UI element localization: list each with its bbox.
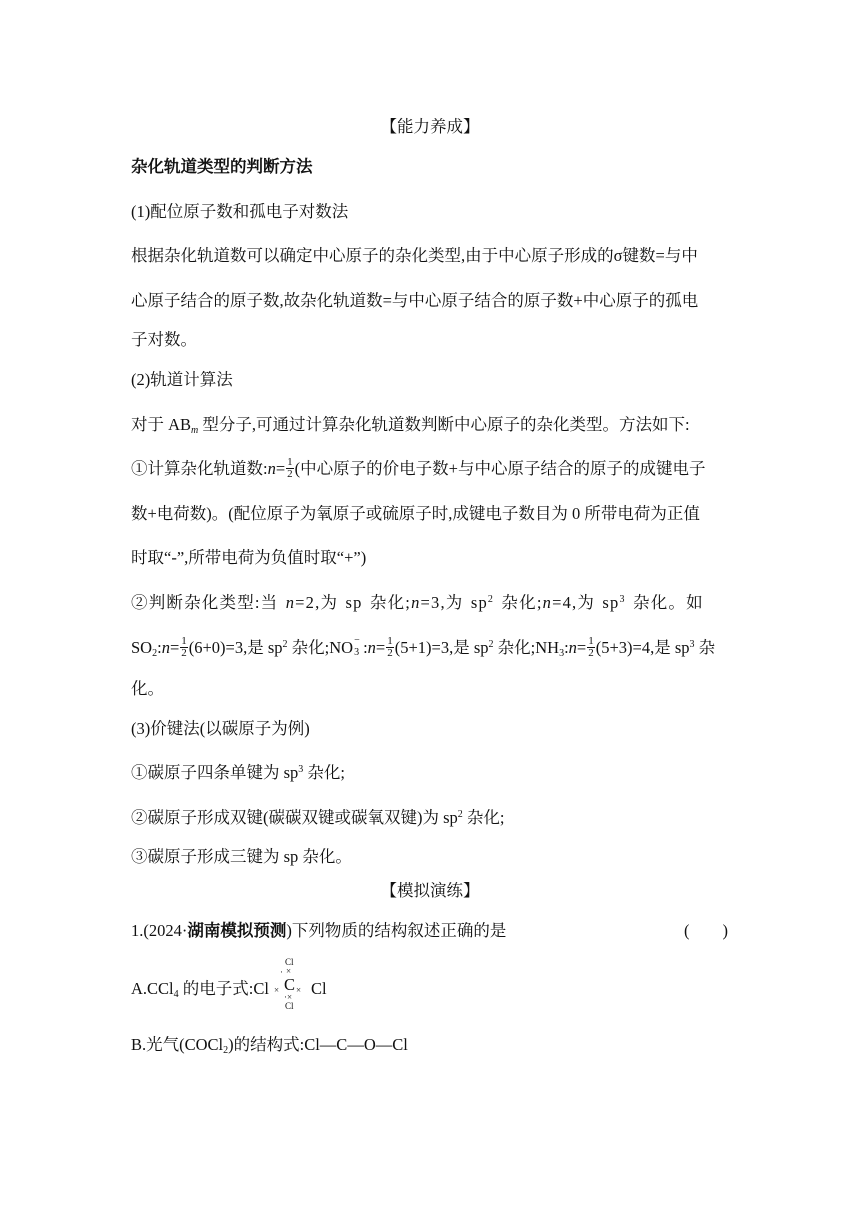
- method2-title: (2)轨道计算法: [131, 370, 233, 389]
- method1-para-line3: 子对数。: [131, 330, 197, 349]
- step1-line3: 时取“-”,所带电荷为负值时取“+”): [131, 548, 367, 567]
- option-a: A.CCl$_4$ 的电子式:Cl Cl: [131, 979, 327, 1000]
- method2-intro: 对于 $AB_m$ 型分子,可通过计算杂化轨道数判断中心原子的杂化类型。方法如下:: [131, 415, 690, 436]
- practice-heading: 【模拟演练】: [380, 881, 480, 900]
- method1-para-line2: 心原子结合的原子数,故杂化轨道数=与中心原子结合的原子数+中心原子的孤电: [131, 291, 699, 310]
- method1-para-line1: 根据杂化轨道数可以确定中心原子的杂化类型,由于中心原子形成的σ键数=与中: [131, 246, 698, 265]
- section-title: 杂化轨道类型的判断方法: [131, 158, 313, 176]
- step1-line1: ①计算杂化轨道数:n= $\frac{1}{2}$ (中心原子的价电子数+与中心原子结合的原子的成键电子: [131, 455, 706, 480]
- step2-line1: ②判断杂化类型:当 n=2,为 sp 杂化;n=3,为 $sp^2$ 杂化;n=4,为 $sp^3$ 杂化。如: [131, 593, 704, 612]
- ability-heading: 【能力养成】: [380, 117, 480, 136]
- fraction-half: $\frac{1}{2}$: [287, 455, 293, 480]
- method1-title: (1)配位原子数和孤电子对数法: [131, 202, 349, 221]
- option-b: B.光气(COCl$_2$)的结构式:Cl—C—O—Cl: [131, 1035, 408, 1056]
- answer-blank: ( ): [684, 921, 728, 940]
- method3-item2: ②碳原子形成双键(碳碳双键或碳氧双键)为 $sp^2$ 杂化;: [131, 808, 505, 827]
- method3-item1: ①碳原子四条单键为 $sp^3$ 杂化;: [131, 763, 346, 782]
- step1-line2: 数+电荷数)。(配位原子为氧原子或硫原子时,成键电子数目为 0 所带电荷为正值: [131, 504, 700, 523]
- step2-line3: 化。: [131, 679, 164, 698]
- method3-item3: ③碳原子形成三键为 sp 杂化。: [131, 847, 352, 866]
- step2-line2: $SO_2:n=$ $\frac{1}{2}$ (6+0)=3,是 $sp^2$ 杂化;NO − 3 :n= $\frac{1}{2}$ (5+1)=3,是 $sp^2$ 杂化$;NH_3:n=$ $\frac{1}{2}$ (5+3)=4,是 $sp^3$ 杂: [131, 634, 716, 659]
- question-1: 1.(2024·湖南模拟预测)下列物质的结构叙述正确的是: [131, 921, 507, 940]
- method3-title: (3)价键法(以碳原子为例): [131, 719, 310, 738]
